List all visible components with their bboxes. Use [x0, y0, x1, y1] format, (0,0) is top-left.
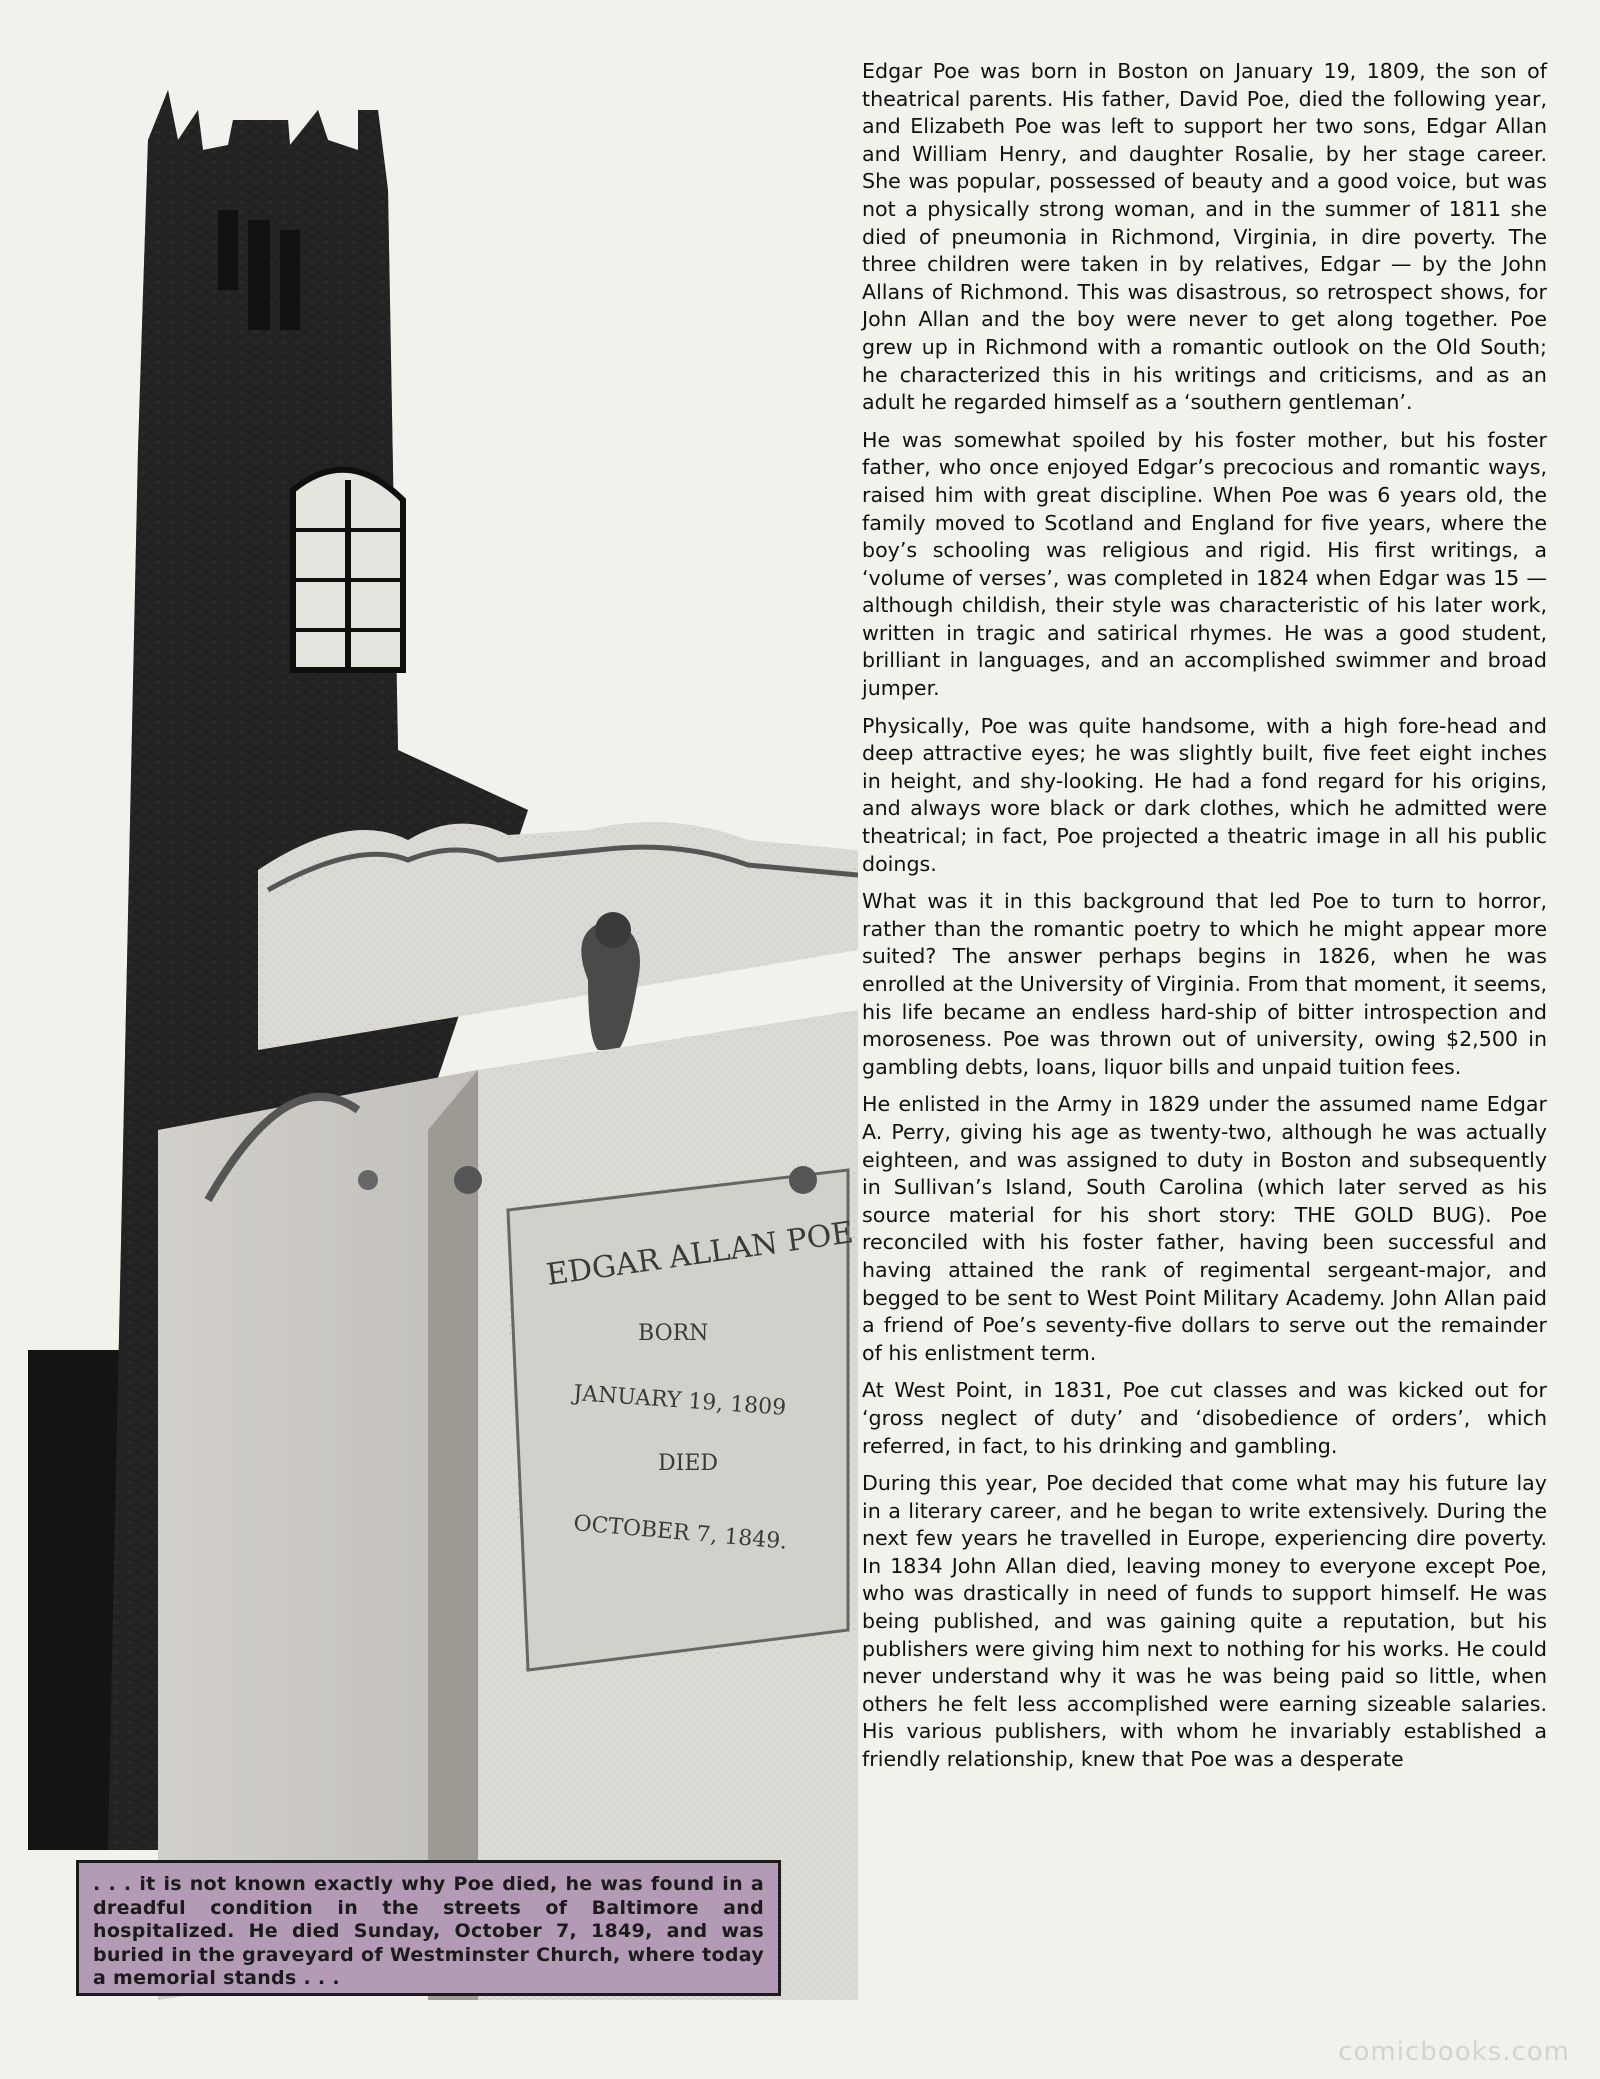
article-paragraph-7: During this year, Poe decided that come what may his future lay in a literary career, and he began to write extensively. During the next few years he travelled in Europe, experiencing dire poverty. In 1834 John Allan died, leaving money to everyone except Poe, who was drastically in need of funds to support himself. He was being published, and was gaining quite a reputation, but his publishers were giving him next to nothing for his works. He could never understand why it was he was being paid so little, when others he felt less accomplished were earning sizeable salaries. His various publishers, with whom he invariably established a friendly relationship, knew that Poe was a desperate — [862, 1471, 1547, 1772]
inscription-birth-date: JANUARY 19, 1809 — [572, 1381, 787, 1421]
article-paragraph-3: Physically, Poe was quite handsome, with a high fore-head and deep attractive eyes; he was slightly built, five feet eight inches in height, and shy-looking. He had a fond regard for his origins, and always wore black or dark clothes, which he admitted were theatrical; in fact, Poe projected a theatric image in all his public doings. — [862, 713, 1547, 876]
inscription-died: DIED — [658, 1451, 719, 1476]
inscription-death-date: OCTOBER 7, 1849. — [572, 1511, 789, 1555]
article-paragraph-5: He enlisted in the Army in 1829 under the assumed name Edgar A. Perry, giving his age as twenty-two, although he was actually eighteen, and was assigned to duty in Boston and subsequently in Sullivan’s Island, South Carolina (which later served as his source material for his short story: THE GOLD BUG). Poe reconciled with his foster father, having been successful and having attained the rank of regimental sergeant-major, and begged to be sent to West Point Military Academy. John Allan paid a friend of Poe’s seventy-five dollars to serve out the remainder of his enlistment term. — [862, 1092, 1547, 1365]
photo-caption: . . . it is not known exactly why Poe died, he was found in a dreadful condition in the streets of Baltimore and hospitalized. He died Sunday, October 7, 1849, and was buried in the graveyard of Westminster Church, where today a memorial stands . . . — [76, 1860, 781, 1996]
article-paragraph-2: He was somewhat spoiled by his foster mother, but his foster father, who once enjoyed Edgar’s precocious and romantic ways, raised him with great discipline. When Poe was 6 years old, the family moved to Scotland and England for five years, where the boy’s schooling was religious and rigid. His first writings, a ‘volume of verses’, was completed in 1824 when Edgar was 15 — although childish, their style was characteristic of his later work, written in tragic and satirical rhymes. He was a good student, brilliant in languages, and an accomplished swimmer and broad jumper. — [862, 427, 1547, 701]
site-watermark: comicbooks.com — [1338, 2037, 1570, 2067]
inscription-name: EDGAR ALLAN POE — [544, 1215, 856, 1293]
article-paragraph-6: At West Point, in 1831, Poe cut classes and was kicked out for ‘gross neglect of duty’ and ‘disobedience of orders’, which referred, in fact, to his drinking and gambling. — [862, 1378, 1547, 1458]
article-body — [862, 58, 1547, 1784]
article-paragraph-4: What was it in this background that led Poe to turn to horror, rather than the romantic poetry to which he might appear more suited? The answer perhaps begins in 1826, when he was enrolled at the University of Virginia. From that moment, it seems, his life became an endless hard-ship of bitter introspection and moroseness. Poe was thrown out of university, owing $2,500 in gambling debts, loans, liquor bills and unpaid tuition fees. — [862, 889, 1547, 1079]
inscription-born: BORN — [638, 1321, 709, 1346]
poe-memorial-photo — [28, 50, 858, 2000]
article-paragraph-1: Edgar Poe was born in Boston on January 19, 1809, the son of theatrical parents. His father, David Poe, died the following year, and Elizabeth Poe was left to support her two sons, Edgar Allan and William Henry, and daughter Rosalie, by her stage career. She was popular, possessed of beauty and a good voice, but was not a physically strong woman, and in the summer of 1811 she died of pneumonia in Richmond, Virginia, in dire poverty. The three children were taken in by relatives, Edgar — by the John Allans of Richmond. This was disastrous, so retrospect shows, for John Allan and the boy were never to get along together. Poe grew up in Richmond with a romantic outlook on the Old South; he characterized this in his writings and criticisms, and as an adult he regarded himself as a ‘southern gentleman’. — [862, 59, 1547, 415]
memorial-illustration — [28, 50, 858, 2000]
